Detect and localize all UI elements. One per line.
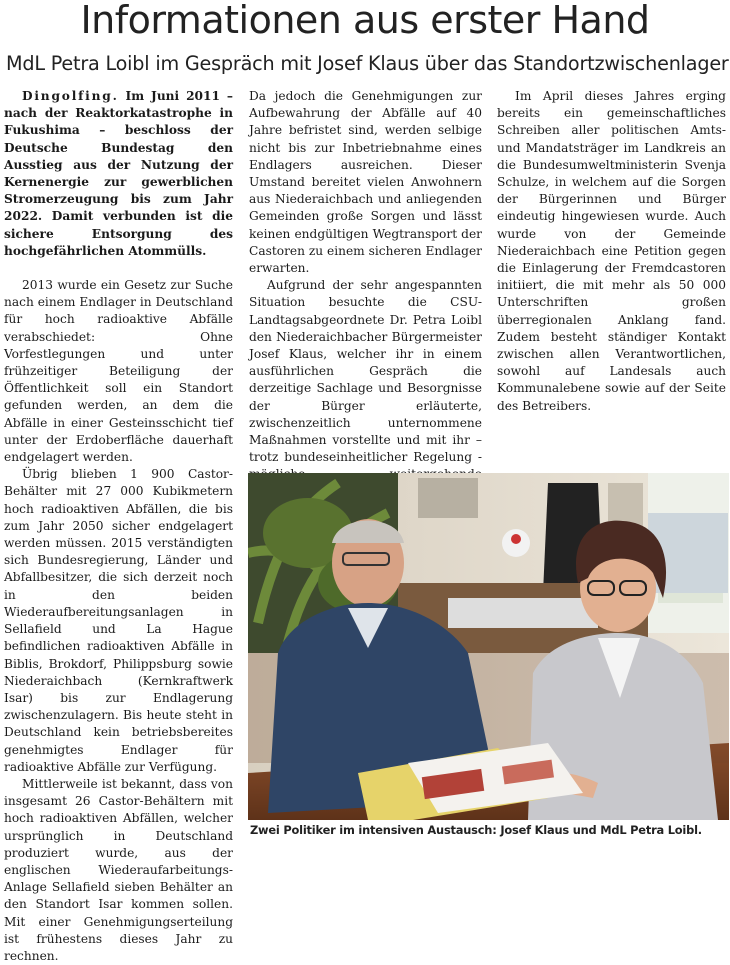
photo-illustration <box>248 473 729 820</box>
article-column-3 <box>497 88 726 415</box>
photo-caption: Zwei Politiker im intensiven Austausch: Josef Klaus und MdL Petra Loibl. <box>250 823 702 837</box>
body-paragraph: Im April dieses Jahres erging bereits ein gemeinschaftliches Schreiben aller politischen Amts- und Mandatsträger im Landkreis an die Bundesumweltministerin Svenja Schulze, in welchem auf die Sorgen der Bürgerinnen und Bürger eindeutig hingewiesen wurde. Auch wurde von der Gemeinde Niederaichbach eine Petition gegen die Einlagerung der Fremdcastoren initiiert, die mit mehr als 50 000 Unterschriften großen überregionalen Anklang fand. Zudem besteht ständiger Kontakt zwischen allen Verantwortlichen, sowohl auf Landesals auch Kommunalebene sowie auf der Seite des Betreibers. <box>497 89 726 413</box>
lead-text: Im Juni 2011 – nach der Reaktorkatastrophe in Fukushima – beschloss der Deutsche Bundestag den Ausstieg aus der Nutzung der Kernenergie zur gewerblichen Stromerzeugung bis zum Jahr 2022. Damit verbunden ist die sichere Entsorgung des hochgefährlichen Atommülls. <box>4 89 233 258</box>
body-paragraph: Übrig blieben 1 900 Castor-Behälter mit 27 000 Kubikmetern hoch radioaktiven Abfällen, die bis zum Jahr 2050 sicher endgelagert werden müssen. 2015 verständigten sich Bundesregierung, Länder und Abfallbesitzer, die sich derzeit noch in den beiden Wiederaufbereitungsanlagen in Sellafield und La Hague befindlichen radioaktiven Abfälle in Biblis, Brokdorf, Philippsburg sowie Niederaichbach (Kernkraftwerk Isar) bis zur Endlagerung zwischenzulagern. Bis heute steht in Deutschland kein betriebsbereites genehmigtes Endlager für radioaktive Abfälle zur Verfügung. <box>4 467 233 774</box>
body-paragraph: Mittlerweile ist bekannt, dass von insgesamt 26 Castor-Behältern mit hoch radioaktiven Abfällen, welcher ursprünglich in Deutschland produziert wurde, aus der englischen Wiederaufarbeitungs-Anlage Sellafield sieben Behälter an den Standort Isar kommen sollen. Mit einer Genehmigungserteilung ist frühestens dieses Jahr zu rechnen. <box>4 776 233 963</box>
body-paragraph: Aufgrund der sehr angespannten Situation besuchte die CSU-Landtagsabgeordnete Dr. Petra Loibl den Niederaichbacher Bürgermeister Josef Klaus, welcher ihr in einem ausführlichen Gespräch die derzeitige Sachlage und Besorgnisse der Bürger erläuterte, zwischenzeitlich unternommene Maßnahmen vorstellte und mit ihr – trotz bundeseinheitlicher Regelung - <box>249 278 482 465</box>
subheadline: MdL Petra Loibl im Gespräch mit Josef Klaus über das Standortzwischenlager <box>6 52 729 75</box>
dateline: Dingolfing. <box>22 89 119 103</box>
article-column-1 <box>4 88 233 965</box>
body-paragraph: 2013 wurde ein Gesetz zur Suche nach einem Endlager in Deutschland für hoch radioaktive Abfälle verabschiedet: Ohne Vorfestlegungen und unter frühzeitiger Beteiligung der Öffentlichkeit soll ein Standort gefunden werden, an dem die Abfälle in einer Gesteinsschicht tief unter der Erdoberfläche dauerhaft endgelagert werden. <box>4 278 233 465</box>
article-photo <box>248 473 729 820</box>
body-paragraph: Da jedoch die Genehmigungen zur Aufbewahrung der Abfälle auf 40 Jahre befristet sind, werden selbige nicht bis zur Inbetriebnahme eines Endlagers ausreichen. Dieser Umstand bereitet vielen Anwohnern aus Niederaichbach und anliegenden Gemeinden große Sorgen und lässt keinen endgültigen Wegtransport der Castoren zu einem sicheren Endlager erwarten. <box>249 89 482 276</box>
lead-paragraph <box>4 88 233 260</box>
headline: Informationen aus erster Hand <box>80 0 650 42</box>
